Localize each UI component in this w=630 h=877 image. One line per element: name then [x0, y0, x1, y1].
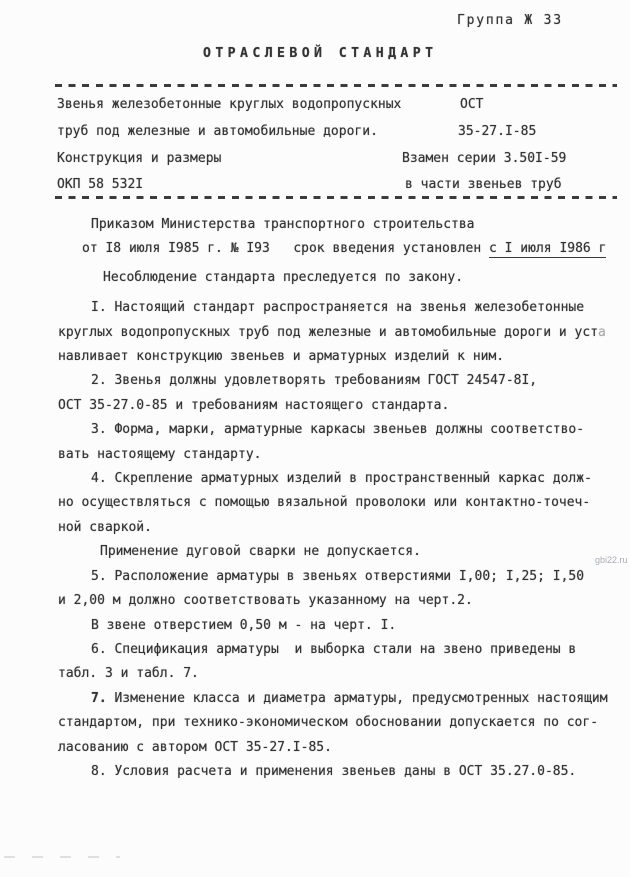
text-segment: 2. Звенья должны удовлетворять требованиям ГОСТ 24547-8I, — [91, 373, 538, 389]
text-line — [58, 516, 630, 540]
header-right-line: 35-27.I-85 — [458, 123, 537, 139]
text-segment: В звене отверстием 0,50 м - на черт. I. — [91, 617, 397, 633]
header-right-column — [402, 92, 566, 199]
text-segment: ной сваркой. — [58, 519, 152, 535]
text-segment: I. Настоящий стандарт распространяется на звенья железобетонные — [91, 300, 585, 316]
text-line — [58, 345, 630, 369]
text-segment: Применение дуговой сварки не допускается. — [100, 544, 421, 560]
text-segment: 3. Форма, марки, арматурные каркасы звеньев должны соответство- — [91, 422, 585, 438]
text-segment: 6. Спецификация арматуры и выборка стали на звено приведены в — [91, 641, 577, 657]
text-segment: табл. 3 и табл. 7. — [58, 666, 199, 682]
header-left-line: труб под железные и автомобильные дороги. — [57, 123, 378, 139]
text-segment: Изменение класса и диаметра арматуры, предусмотренных настоящим — [106, 690, 608, 706]
header-right-line: Взамен серии 3.50I-59 — [402, 150, 567, 166]
text-line — [58, 443, 630, 467]
text-line — [91, 467, 630, 491]
text-line — [82, 237, 630, 261]
text-line — [58, 711, 630, 735]
document-body — [58, 213, 630, 784]
text-segment: ласованию с автором ОСТ 35-27.I-85. — [58, 739, 332, 755]
text-line — [58, 589, 630, 613]
text-line — [91, 296, 630, 320]
text-segment: навливает конструкцию звеньев и арматурных изделий к ним. — [58, 349, 505, 365]
text-segment: круглых водопропускных труб под железные и автомобильные дороги и уст — [58, 324, 599, 340]
text-segment: 5. Расположение арматуры в звеньях отверстиями I,00; I,25; I,50 — [91, 568, 585, 584]
text-segment: от I8 июля I985 г. № I93 срок введения установлен — [82, 241, 489, 257]
scan-smudge-mark — [4, 856, 120, 858]
text-segment: и 2,00 м должно соответствовать указанному на черт.2. — [58, 593, 473, 609]
group-label: Группа Ж 33 — [457, 13, 563, 28]
text-segment: Приказом Министерства транспортного строительства — [91, 217, 475, 232]
text-segment: а — [598, 324, 606, 340]
text-line — [100, 540, 630, 564]
text-line — [91, 687, 630, 711]
text-segment: но осуществляться с помощью вязальной проволоки или контактно-точеч- — [58, 495, 591, 511]
text-line — [58, 736, 630, 760]
text-line — [91, 418, 630, 442]
text-segment: с I июля I986 г — [489, 241, 607, 257]
text-segment: вать настоящему стандарту. — [58, 446, 262, 462]
text-segment: Несоблюдение стандарта преследуется по закону. — [103, 269, 464, 285]
header-left-line: ОКП 58 532I — [57, 177, 144, 193]
text-line — [91, 565, 630, 589]
divider-dashed-bottom — [55, 196, 617, 199]
text-line — [58, 321, 630, 345]
text-line — [91, 614, 630, 638]
page-title: ОТРАСЛЕВОЙ СТАНДАРТ — [203, 46, 438, 61]
text-line — [91, 638, 630, 662]
text-line — [91, 213, 630, 237]
header-left-column — [57, 92, 401, 199]
watermark: gbi22.ru — [595, 555, 628, 565]
divider-dashed-top — [55, 84, 617, 87]
header-right-line: ОСТ — [460, 97, 484, 112]
header-right-line: в части звеньев труб — [405, 177, 562, 193]
text-line — [91, 760, 630, 784]
text-line — [58, 491, 630, 515]
text-segment: 7. — [91, 690, 107, 706]
text-line — [58, 662, 630, 686]
header-left-line: Конструкция и размеры — [57, 150, 222, 166]
text-segment: 4. Скрепление арматурных изделий в пространственный каркас долж- — [91, 471, 592, 487]
text-segment: стандартом, при технико-экономическом обосновании допускается по сог- — [58, 715, 599, 731]
header-left-line: Звенья железобетонные круглых водопропускных — [57, 97, 402, 112]
text-line — [58, 394, 630, 418]
text-segment: 8. Условия расчета и применения звеньев даны в ОСТ 35.27.0-85. — [91, 763, 577, 779]
text-segment: ОСТ 35-27.0-85 и требованиям настоящего стандарта. — [58, 397, 450, 413]
text-line — [103, 266, 630, 290]
text-line — [91, 369, 630, 393]
